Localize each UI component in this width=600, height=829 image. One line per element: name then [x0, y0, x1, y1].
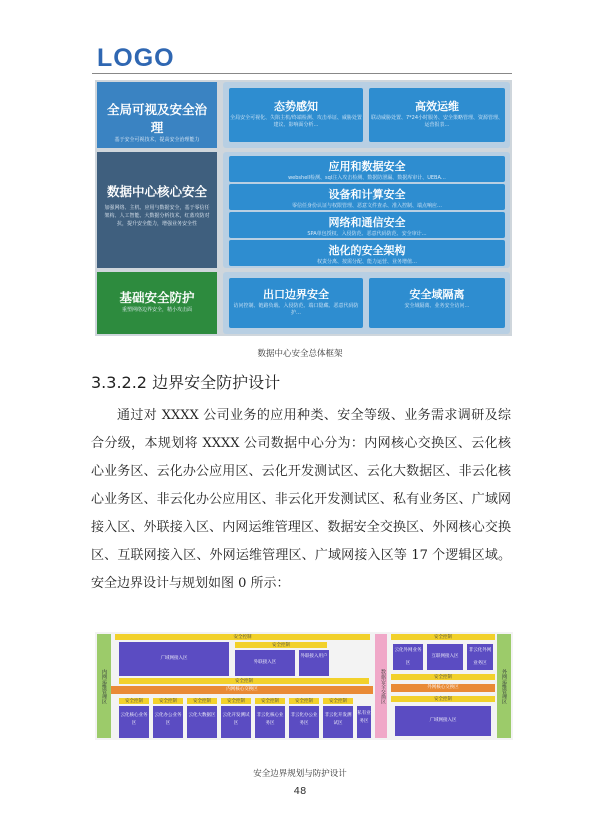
- safety-control: 安全控制: [115, 634, 370, 640]
- safety-control: 安全控制: [255, 698, 285, 704]
- zone-wan-left: 广域网接入区: [119, 642, 229, 676]
- body-paragraph: 通过对 XXXX 公司业务的应用种类、安全等级、业务需求调研及综合分级，本规划将 XXXX 公司数据中心分为：内网核心交换区、云化核心业务区、云化办公应用区、云化开发测试区、云化大数据区、非云化核心业务区、非云化办公应用区、非云化开发测试区、私有业务区、广域网接入区、外联接入区、内网运维管理区、数据安全交换区、外网核心交换区、互联网接入区、外网运维管理区、广域网接入区等 17 个逻辑区域。安全边界设计与规划如图 0 所示：: [91, 408, 511, 591]
- zone-noncloud-office: 非云化办公业务区: [289, 706, 319, 738]
- right-ops-zone: 外网运维管理区: [497, 634, 511, 738]
- block-title: 安全域隔离: [409, 288, 465, 301]
- panel-title: 数据中心核心安全: [106, 184, 207, 199]
- section-heading: 3.3.2.2 边界安全防护设计: [91, 373, 281, 392]
- block-subtitle: 权责分离、按需分配、能力运营、业务增值…: [316, 259, 417, 265]
- zone-core-external: 外网核心交换区: [391, 684, 495, 692]
- block-egress-boundary: [229, 278, 363, 328]
- block-device-compute-security: [229, 184, 505, 210]
- block-title: 设备和计算安全: [328, 188, 406, 201]
- block-pooled-architecture: [229, 240, 505, 266]
- zone-cloud-dev: 云化开发测试区: [221, 706, 251, 738]
- safety-control: 安全控制: [391, 696, 495, 702]
- zone-core-internal: 内网核心交换区: [111, 686, 373, 694]
- block-efficient-ops: [369, 88, 505, 142]
- safety-control: 安全控制: [119, 698, 149, 704]
- block-title: 网络和通信安全: [328, 216, 406, 229]
- panel-core-security: [97, 152, 217, 268]
- zone-internet: 互联网接入区: [427, 644, 463, 670]
- page-number: 48: [293, 786, 307, 797]
- safety-control: 安全控制: [289, 698, 319, 704]
- panel-basic-protection: [97, 272, 217, 334]
- zone-cloud-core: 云化核心业务区: [119, 706, 149, 738]
- zone-external-user: 外联接入用户: [299, 650, 329, 676]
- safety-control: 安全控制: [323, 698, 353, 704]
- safety-control: 安全控制: [235, 642, 327, 648]
- panel-title: 基础安全防护: [119, 290, 195, 305]
- zone-cloud-bigdata: 云化大数据区: [187, 706, 217, 738]
- block-title: 池化的安全架构: [328, 244, 406, 257]
- safety-control: 安全控制: [391, 634, 495, 640]
- logo: LOGO: [97, 44, 175, 72]
- block-subtitle: 全局安全可视化、失陷主机/终端检测、攻击举证、威胁处置建议、影响面分析…: [230, 115, 362, 128]
- safety-control: 安全控制: [391, 674, 495, 680]
- block-situational-awareness: [229, 88, 363, 142]
- block-subtitle: 访问控制、链路负载、入侵防范、端口隐藏、恶意代码防护…: [233, 303, 359, 316]
- block-subtitle: 安全域隔离、业务安全访问…: [404, 303, 470, 309]
- block-title: 态势感知: [274, 100, 318, 113]
- block-network-comm-security: [229, 212, 505, 238]
- panel-subtitle: 重塑网络边界安全，精小攻击面: [121, 307, 192, 313]
- zone-noncloud-external: 非云化外网业务区: [467, 644, 493, 670]
- zone-data-exchange: 数据安全交换区: [375, 634, 387, 738]
- block-title: 出口边界安全: [263, 288, 329, 301]
- figure2-caption: 安全边界规划与防护设计: [253, 769, 347, 779]
- block-subtitle: 联动威胁处置、7*24小时服务、安全策略管理、资源管理、运营报表…: [370, 115, 504, 128]
- block-subtitle: SPA单包授权、入侵防范、恶意代码防范、安全审计…: [307, 231, 427, 237]
- panel-subtitle: 加强网络、主机、应用与数据安全，基于零信任架构、人工智能、大数据分析技术，红蓝攻防对抗，提升安全能力，增强业务安全性: [104, 205, 210, 227]
- block-subtitle: 零信任身份认证与权限管理、恶意文件查杀、准入控制、端点响应…: [291, 203, 442, 209]
- zone-cloud-external: 云化外网业务区: [393, 644, 423, 670]
- figure1-caption: 数据中心安全总体框架: [257, 349, 343, 359]
- block-title: 应用和数据安全: [328, 160, 406, 173]
- safety-control: 安全控制: [221, 698, 251, 704]
- block-title: 高效运维: [415, 100, 459, 113]
- boundary-planning-figure: [95, 632, 513, 740]
- security-framework-figure: [95, 80, 512, 336]
- panel-global-visibility: [97, 82, 217, 148]
- block-subtitle: webshell检测、sql注入攻击检测、数据防泄漏、数据库审计、UEBA…: [288, 175, 446, 181]
- panel-title: 全局可视及安全治理: [106, 102, 207, 135]
- left-ops-zone: 内网运维管理区: [97, 634, 111, 738]
- zone-noncloud-dev: 非云化开发测试区: [323, 706, 353, 738]
- block-domain-isolation: [369, 278, 505, 328]
- zone-private: 私有业务区: [357, 706, 371, 738]
- zone-external: 外联接入区: [235, 650, 295, 676]
- safety-control: 安全控制: [153, 698, 183, 704]
- zone-wan-right: 广域网接入区: [395, 706, 491, 736]
- safety-control: 安全控制: [119, 678, 369, 684]
- zone-cloud-office: 云化办公业务区: [153, 706, 183, 738]
- zone-noncloud-core: 非云化核心业务区: [255, 706, 285, 738]
- block-app-data-security: [229, 156, 505, 182]
- safety-control: 安全控制: [187, 698, 217, 704]
- header-rule: [92, 73, 512, 74]
- panel-subtitle: 基于安全可视技术，提高安全治理能力: [114, 137, 200, 143]
